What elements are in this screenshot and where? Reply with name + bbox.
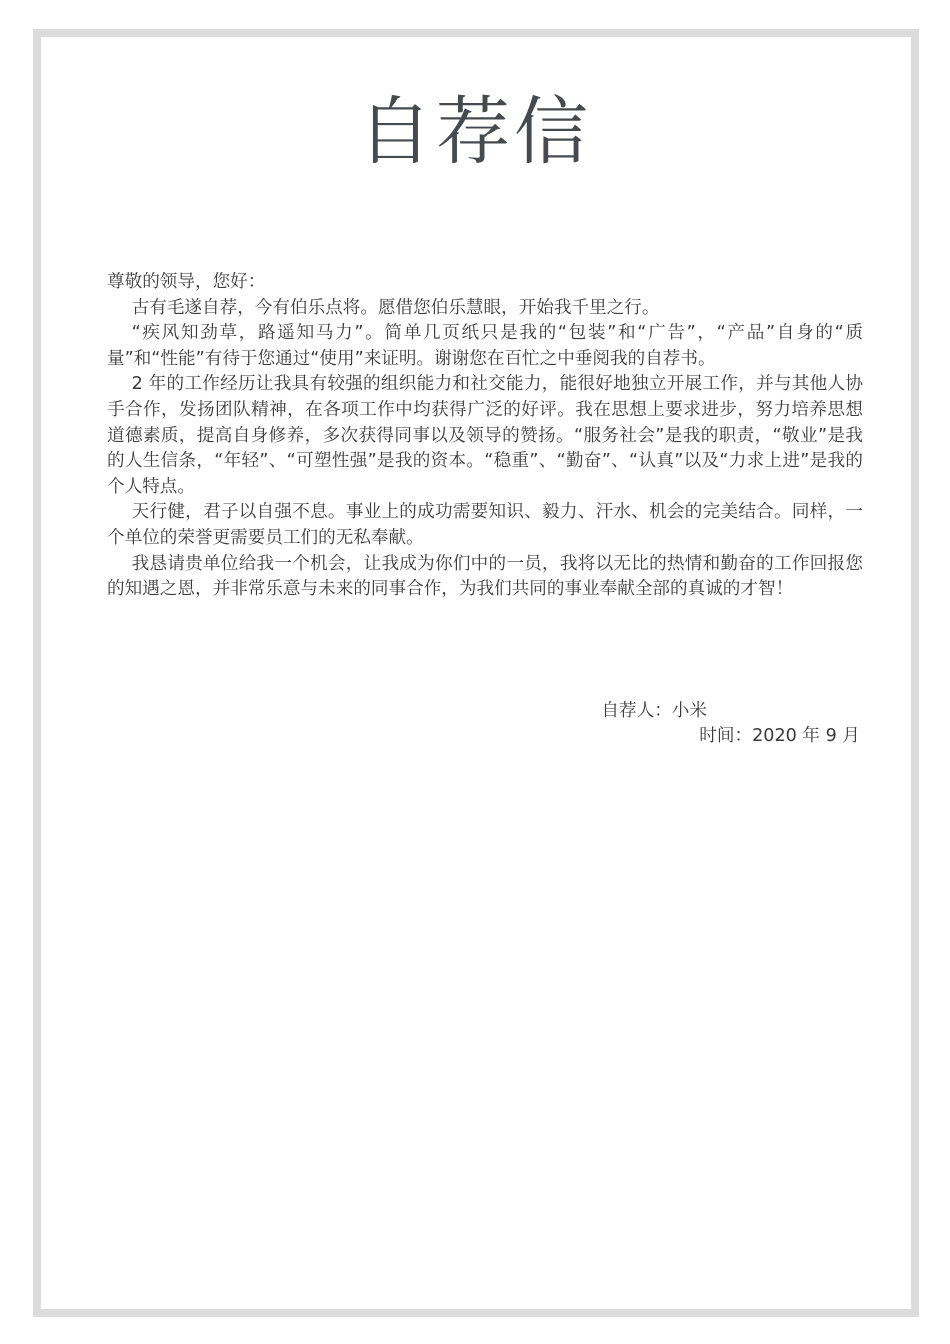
salutation: 尊敬的领导，您好： bbox=[107, 272, 266, 292]
document-title: 自荐信 bbox=[358, 89, 592, 175]
paragraph-1: 古有毛遂自荐，今有伯乐点将。愿借您伯乐慧眼，开始我千里之行。 bbox=[131, 297, 660, 318]
date-line: 时间：2020 年 9 月 bbox=[699, 726, 860, 746]
paragraph-2: “疾风知劲草，路遥知马力”。简单几页纸只是我的“包装”和“广告”，“产品”自身的“质量”和“性能”有待于您通过“使用”来证明。谢谢您在百忙之中垂阅我的自荐书。 bbox=[107, 323, 863, 369]
letter-body bbox=[107, 270, 863, 603]
paragraph-5: 我恳请贵单位给我一个机会，让我成为你们中的一员，我将以无比的热情和勤奋的工作回报您的知遇之恩，并非常乐意与未来的同事合作，为我们共同的事业奉献全部的真诚的才智！ bbox=[107, 553, 863, 600]
signer-line: 自荐人：小米 bbox=[601, 701, 707, 721]
paragraph-4: 天行健，君子以自强不息。事业上的成功需要知识、毅力、汗水、机会的完美结合。同样，一个单位的荣誉更需要员工们的无私奉献。 bbox=[107, 502, 863, 548]
page-frame bbox=[33, 29, 919, 1317]
paragraph-3: 2 年的工作经历让我具有较强的组织能力和社交能力，能很好地独立开展工作，并与其他人协手合作，发扬团队精神，在各项工作中均获得广泛的好评。我在思想上要求进步，努力培养思想道德素质，提高自身修养，多次获得同事以及领导的赞扬。“服务社会”是我的职责，“敬业”是我的人生信条，“年轻”、“可塑性强”是我的资本。“稳重”、“勤奋”、“认真”以及“力求上进”是我的个人特点。 bbox=[107, 374, 863, 497]
